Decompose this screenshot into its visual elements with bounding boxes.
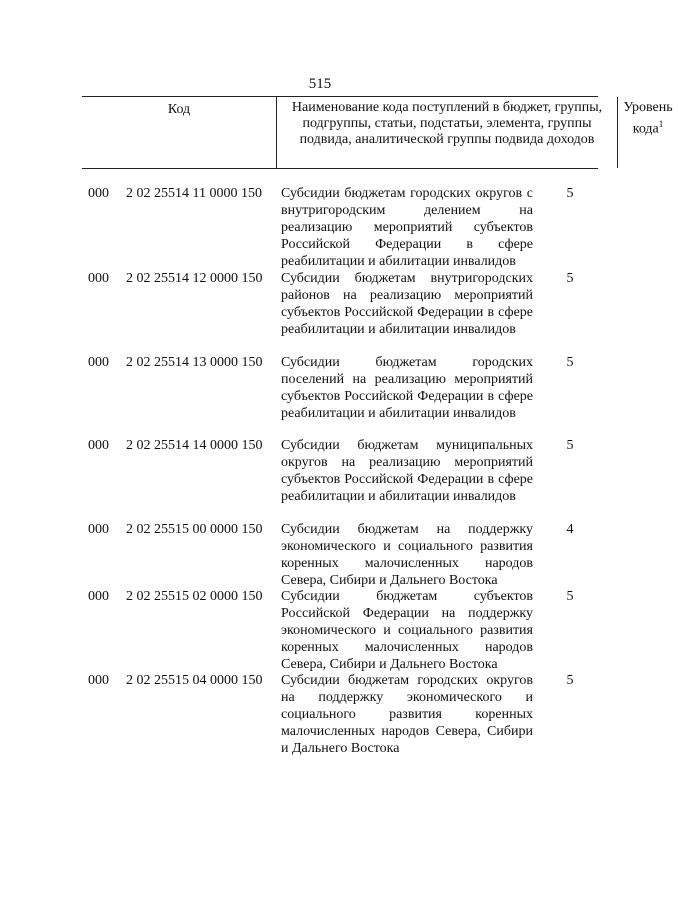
row-name: Субсидии бюджетам внутригородских районов на реализацию мероприятий субъектов Российской Федерации в сфере реабилитации и абилитации инвалидов <box>281 271 533 337</box>
row-level: 5 <box>566 186 574 201</box>
row-code: 2 02 25514 13 0000 150 <box>126 355 263 370</box>
row-code: 2 02 25515 02 0000 150 <box>126 589 263 604</box>
row-prefix: 000 <box>88 355 109 370</box>
header-code: Код <box>167 102 191 117</box>
row-prefix: 000 <box>88 438 109 453</box>
row-code: 2 02 25515 04 0000 150 <box>126 673 263 688</box>
row-name: Субсидии бюджетам городских поселений на реализацию мероприятий субъектов Российской Федерации в сфере реабилитации и абилитации инвалидов <box>281 355 533 421</box>
row-code: 2 02 25515 00 0000 150 <box>126 522 263 537</box>
header-level <box>618 97 678 168</box>
header-level-label: Уровень кода <box>623 100 673 137</box>
row-code: 2 02 25514 12 0000 150 <box>126 271 263 286</box>
table-header <box>82 96 673 169</box>
header-name: Наименование кода поступлений в бюджет, группы, подгруппы, статьи, подстатьи, элемента, группы подвида, аналитической группы подвида доходов <box>276 97 618 168</box>
row-name: Субсидии бюджетам субъектов Российской Федерации на поддержку экономического и социального развития коренных малочисленных народов Севера, Сибири и Дальнего Востока <box>281 589 533 672</box>
header-level-footnote: 1 <box>658 119 664 129</box>
row-prefix: 000 <box>88 271 109 286</box>
row-code: 2 02 25514 14 0000 150 <box>126 438 263 453</box>
row-level: 4 <box>566 522 574 537</box>
row-prefix: 000 <box>88 589 109 604</box>
row-level: 5 <box>566 355 574 370</box>
row-level: 5 <box>566 271 574 286</box>
row-level: 5 <box>566 589 574 604</box>
page-number: 515 <box>308 76 332 92</box>
row-prefix: 000 <box>88 186 109 201</box>
row-name: Субсидии бюджетам городских округов с внутригородским делением на реализацию мероприятий субъектов Российской Федерации в сфере реабилитации и абилитации инвалидов <box>281 186 533 269</box>
row-level: 5 <box>566 673 574 688</box>
row-level: 5 <box>566 438 574 453</box>
row-name: Субсидии бюджетам городских округов на поддержку экономического и социального развития коренных малочисленных народов Севера, Сибири и Дальнего Востока <box>281 673 533 756</box>
row-prefix: 000 <box>88 522 109 537</box>
row-name: Субсидии бюджетам муниципальных округов на реализацию мероприятий субъектов Российской Федерации в сфере реабилитации и абилитации инвалидов <box>281 438 533 504</box>
row-prefix: 000 <box>88 673 109 688</box>
row-code: 2 02 25514 11 0000 150 <box>126 186 262 201</box>
row-name: Субсидии бюджетам на поддержку экономического и социального развития коренных малочисленных народов Севера, Сибири и Дальнего Востока <box>281 522 533 588</box>
